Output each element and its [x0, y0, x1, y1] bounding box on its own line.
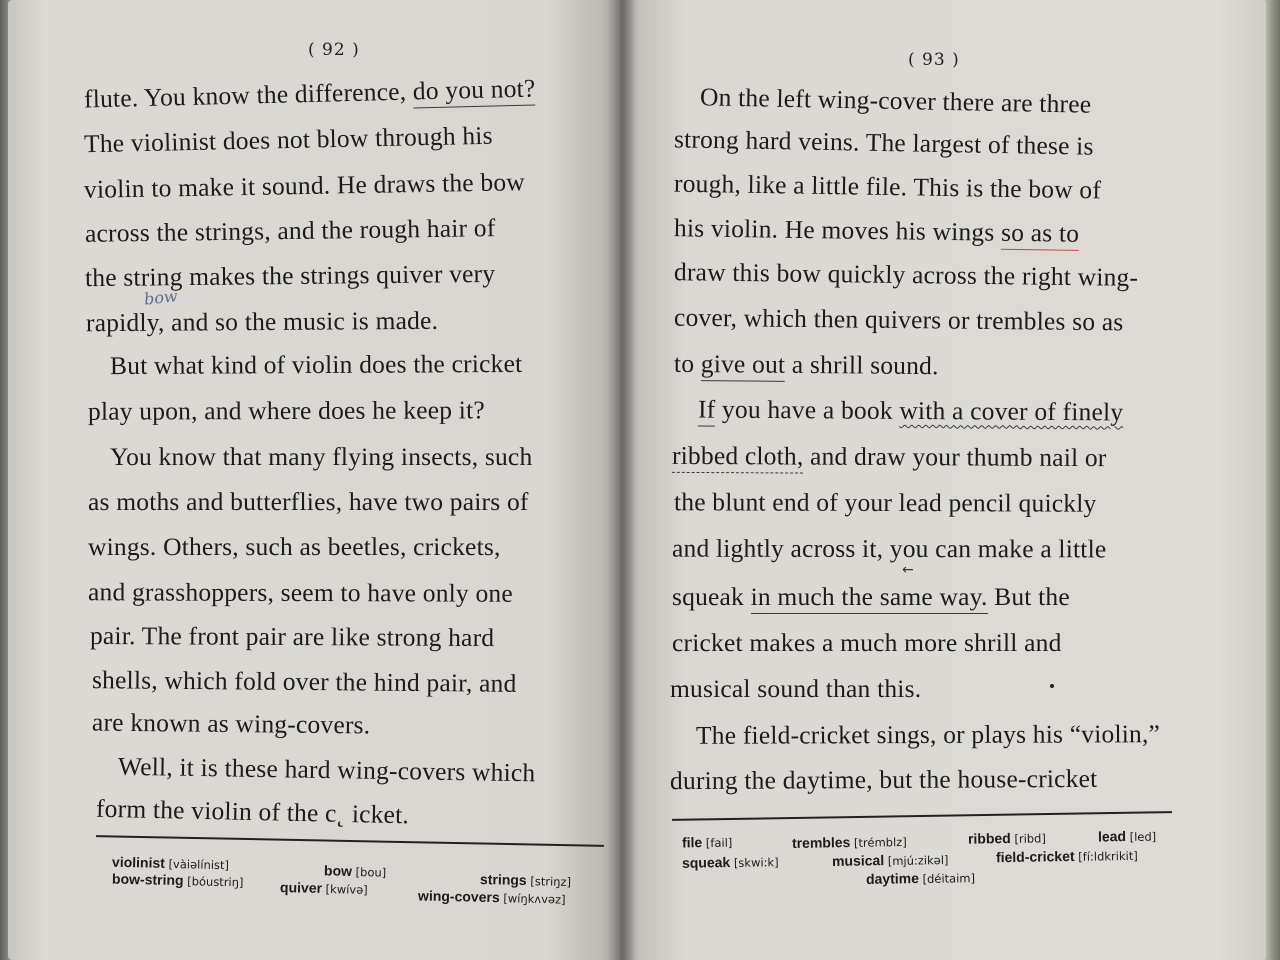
glossary-entry: file [fail]	[681, 834, 733, 851]
text-line: his violin. He moves his wings so as to	[674, 213, 1080, 249]
left-page	[8, 0, 620, 960]
book-spine	[608, 0, 636, 960]
text-line: during the daytime, but the house-cricket	[669, 763, 1098, 796]
glossary-entry: daytime [déitaim]	[865, 870, 976, 887]
text-line: squeak in much the same way. But the	[672, 582, 1070, 612]
text-line: to give out a shrill sound.	[673, 348, 939, 381]
underlined-phrase: do you not?	[412, 73, 535, 108]
text-line: play upon, and where does he keep it?	[87, 395, 485, 426]
text-line: wings. Others, such as beetles, crickets,	[88, 532, 501, 561]
text-line: the blunt end of your lead pencil quickly	[673, 487, 1097, 518]
handwritten-note: bow	[143, 286, 179, 309]
glossary-entry: bow [bou]	[323, 862, 387, 880]
text-line: cricket makes a much more shrill and	[672, 628, 1062, 657]
text-line: flute. You know the difference, do you not?	[83, 73, 536, 114]
right-page	[620, 0, 1268, 960]
glossary-entry: quiver [kwívə]	[279, 879, 368, 897]
text-line: and lightly across it, you can make a little	[671, 533, 1107, 564]
underlined-phrase: in much the same way.	[751, 582, 988, 614]
text-line: ribbed cloth, and draw your thumb nail or	[671, 440, 1107, 473]
glossary-entry: strings [striŋz]	[479, 871, 572, 889]
text-line: draw this bow quickly across the right wing-	[673, 257, 1139, 292]
footnote-divider	[672, 811, 1172, 821]
text-line: rough, like a little file. This is the bow of	[673, 168, 1102, 205]
text-line: But what kind of violin does the cricket	[109, 348, 523, 381]
page-number: ( 93 )	[908, 50, 960, 70]
text-line: You know that many flying insects, such	[110, 442, 533, 471]
text-line: and grasshoppers, seem to have only one	[87, 577, 513, 608]
text-line: across the strings, and the rough hair of	[84, 213, 496, 248]
text-line: form the violin of the c˛ icket.	[95, 793, 410, 830]
underlined-phrase: ribbed cloth,	[672, 441, 804, 474]
text-line: musical sound than this.	[670, 674, 922, 703]
text-line: are known as wing-covers.	[91, 707, 371, 740]
glossary-entry: ribbed [ribd]	[967, 829, 1047, 847]
book-edge-right	[1266, 0, 1280, 960]
text-line: Well, it is these hard wing-covers which	[117, 751, 536, 788]
glossary-entry: field-cricket [fí:ldkrikit]	[995, 847, 1138, 866]
underlined-phrase: If	[698, 395, 716, 427]
page-number: ( 92 )	[308, 40, 360, 60]
text-line: the string makes the strings quiver very	[84, 258, 496, 293]
glossary-entry: bow-string [bóustriŋ]	[111, 870, 244, 890]
footnote-divider	[96, 835, 604, 847]
text-line: as moths and butterflies, have two pairs of	[88, 487, 529, 516]
text-line: On the left wing-cover there are three	[699, 82, 1092, 119]
underlined-phrase: with a cover of finely	[899, 395, 1124, 427]
glossary-entry: musical [mjú:zikəl]	[831, 852, 949, 870]
text-line: If you have a book with a cover of finely	[697, 394, 1124, 427]
text-line: shells, which fold over the hind pair, and	[91, 665, 517, 698]
text-line: pair. The front pair are like strong hard	[89, 620, 495, 653]
glossary-entry: lead [led]	[1097, 828, 1157, 845]
glossary-entry: squeak [skwi:k]	[681, 854, 779, 871]
glossary-entry: wing-covers [wíŋkʌvəz]	[417, 887, 566, 907]
text-line: violin to make it sound. He draws the bow	[83, 167, 526, 204]
text-line: The field-cricket sings, or plays his “violin,”	[695, 719, 1161, 750]
glossary-entry: violinist [vàiəlínist]	[111, 853, 230, 873]
text-line: cover, which then quivers or trembles so as	[673, 302, 1124, 337]
pencil-arrow-mark: ←	[902, 562, 914, 578]
ink-speck	[1050, 684, 1054, 688]
text-line: rapidly, and so the music is made.	[85, 305, 439, 338]
underlined-phrase: give out	[701, 349, 786, 382]
glossary-entry: trembles [trémblz]	[791, 833, 907, 852]
underlined-phrase: so as to	[1001, 218, 1080, 251]
text-line: The violinist does not blow through his	[83, 120, 493, 159]
text-line: strong hard veins. The largest of these is	[673, 124, 1094, 161]
